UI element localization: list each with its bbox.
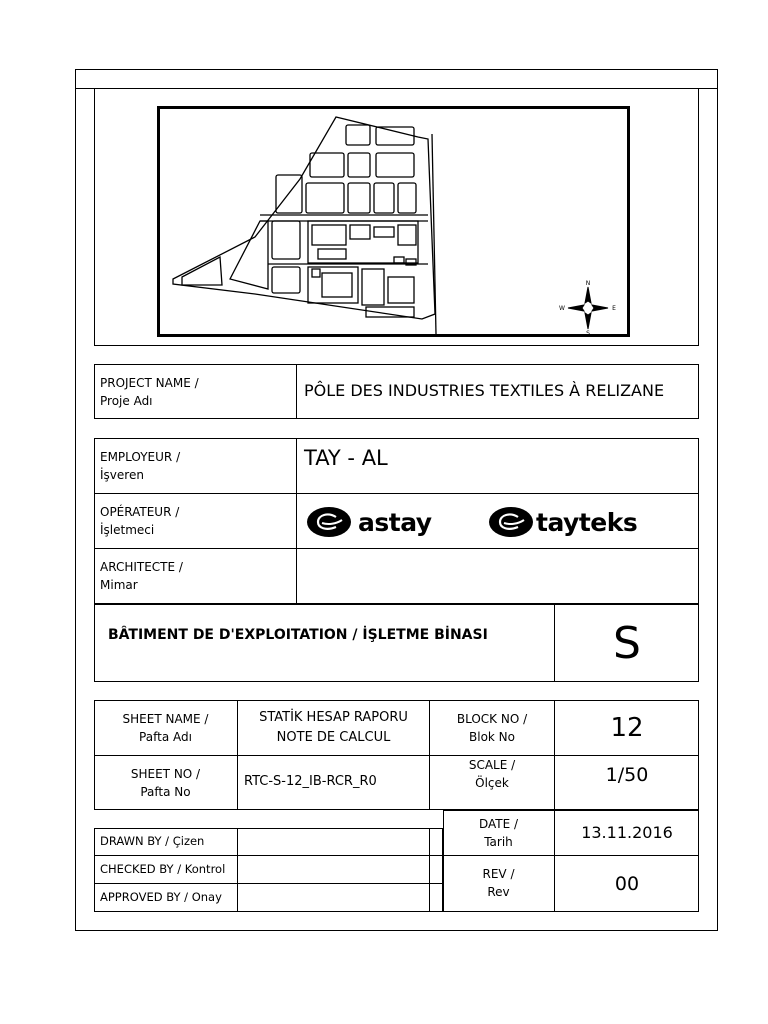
employer-label xyxy=(100,448,180,484)
block-label-1: BLOCK NO / xyxy=(456,712,528,726)
project-label xyxy=(100,374,199,410)
tayteks-logo-text: tayteks xyxy=(536,507,638,537)
site-plan xyxy=(157,106,630,337)
project-label-fr: PROJECT NAME / xyxy=(100,376,199,390)
rev-label-2: Rev xyxy=(487,885,510,899)
sheet-name-value-1: STATİK HESAP RAPORU xyxy=(259,710,408,725)
project-divider xyxy=(296,364,297,419)
tayteks-logo-mark xyxy=(488,506,534,538)
block-label xyxy=(430,710,554,746)
signatures-v1 xyxy=(237,828,238,912)
date-label-2: Tarih xyxy=(484,835,513,849)
sheet-name-label-2: Pafta Adı xyxy=(139,730,192,744)
building-title: BÂTIMENT DE D'EXPLOITATION / İŞLETME BİNASI xyxy=(108,627,488,643)
signatures-v2 xyxy=(429,828,430,912)
scale-value: 1/50 xyxy=(605,764,649,786)
employer-label-tr: İşveren xyxy=(100,468,144,482)
checked-by-label: CHECKED BY / Kontrol xyxy=(100,862,226,876)
sheet-no-value: RTC-S-12_IB-RCR_R0 xyxy=(244,774,377,789)
signatures-h2 xyxy=(94,883,443,884)
compass-south: S xyxy=(586,330,590,334)
approved-by-label: APPROVED BY / Onay xyxy=(100,890,222,904)
astay-logo-text: astay xyxy=(358,507,432,537)
rev-value: 00 xyxy=(614,873,640,895)
signatures-h1 xyxy=(94,855,443,856)
sheet-no-label-1: SHEET NO / xyxy=(130,767,201,781)
site-plan-drawing xyxy=(160,109,627,334)
row-line-1 xyxy=(94,493,699,494)
sheet-name-label-1: SHEET NAME / xyxy=(122,712,209,726)
row-line-2 xyxy=(94,548,699,549)
sheet-name-value xyxy=(238,708,429,748)
scale-label xyxy=(430,756,554,792)
employer-name: TAY - AL xyxy=(304,446,388,470)
compass-north: N xyxy=(585,280,591,287)
architect-label-fr: ARCHITECTE / xyxy=(100,560,183,574)
rev-label xyxy=(443,865,554,901)
sheet-name-label xyxy=(94,710,237,746)
compass-west: W xyxy=(559,305,565,312)
date-label-1: DATE / xyxy=(478,817,519,831)
operator-label xyxy=(100,503,179,539)
date-value: 13.11.2016 xyxy=(581,823,673,842)
scale-label-1: SCALE / xyxy=(468,758,516,772)
drawn-by-label: DRAWN BY / Çizen xyxy=(100,834,205,848)
employer-label-fr: EMPLOYEUR / xyxy=(100,450,181,464)
parties-divider xyxy=(296,438,297,604)
compass-east: E xyxy=(612,305,616,312)
rev-label-1: REV / xyxy=(482,867,515,881)
operator-label-tr: İşletmeci xyxy=(100,523,155,537)
scale-label-2: Ölçek xyxy=(475,776,509,790)
block-label-2: Blok No xyxy=(469,730,515,744)
date-label xyxy=(443,815,554,851)
architect-label-tr: Mimar xyxy=(100,578,138,592)
sheet-no-label xyxy=(94,765,237,801)
astay-logo xyxy=(306,505,432,539)
astay-logo-mark xyxy=(306,506,352,538)
block-value: 12 xyxy=(610,712,644,743)
sheet-no-label-2: Pafta No xyxy=(140,785,191,799)
sheet-name-value-2: NOTE DE CALCUL xyxy=(276,730,391,745)
tayteks-logo xyxy=(488,505,637,539)
project-name: PÔLE DES INDUSTRIES TEXTILES À RELIZANE xyxy=(304,381,665,400)
architect-label xyxy=(100,558,183,594)
building-code: S xyxy=(613,617,641,669)
project-label-tr: Proje Adı xyxy=(100,394,153,408)
operator-label-fr: OPÉRATEUR / xyxy=(100,505,180,519)
